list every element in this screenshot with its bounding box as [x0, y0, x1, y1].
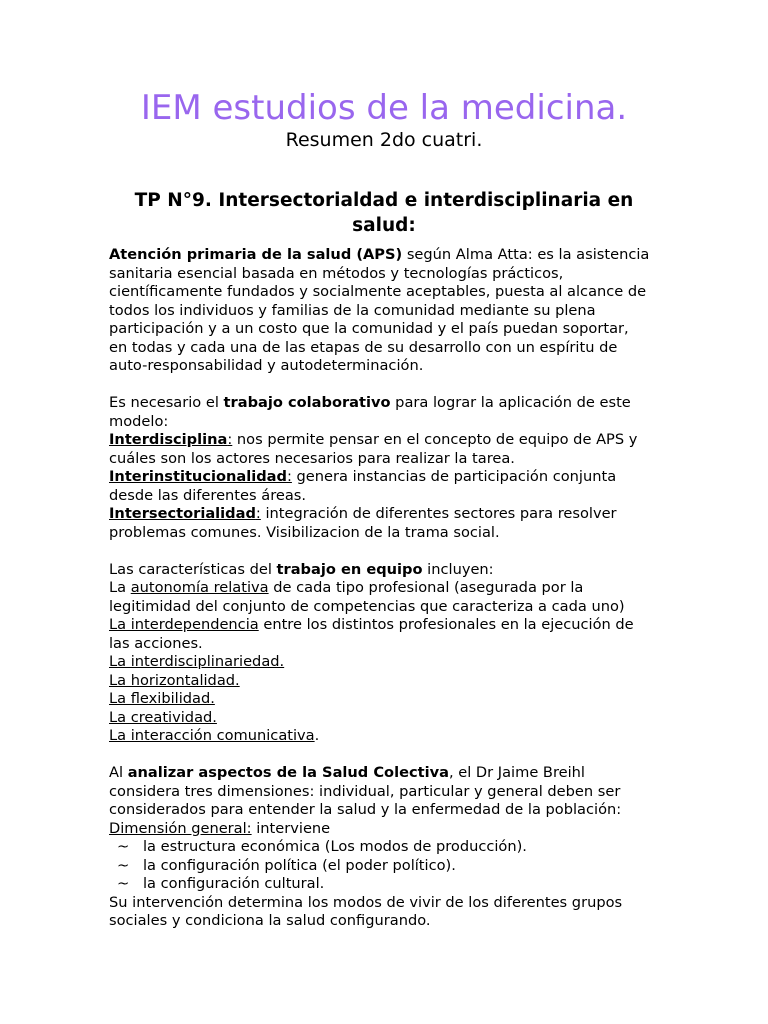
section-heading: TP N°9. Intersectorialdad e interdisciplinaria en salud: — [134, 190, 634, 236]
interdisciplina-line — [109, 431, 669, 450]
document-body — [109, 246, 669, 931]
bullet-text: la configuración política (el poder político). — [143, 856, 456, 874]
salud-post: , el Dr Jaime Breihl — [448, 764, 585, 781]
aps-line-1 — [109, 246, 669, 265]
interdep-line-2: las acciones. — [109, 634, 203, 652]
closing-line-2: sociales y condiciona la salud configurando. — [109, 912, 431, 929]
intersect-colon: : — [255, 505, 261, 522]
collab-post: para lograr la aplicación de este — [390, 394, 631, 411]
collab-bold: trabajo colaborativo — [223, 394, 391, 411]
dimension-term: Dimensión general: — [109, 819, 252, 837]
closing-line-1: Su intervención determina los modos de vivir de los diferentes grupos — [109, 893, 623, 911]
salud-line-1 — [109, 764, 669, 783]
dimension-line — [109, 820, 669, 839]
spacer — [109, 542, 669, 561]
salud-line-2: considera tres dimensiones: individual, particular y general deben ser — [109, 782, 621, 800]
dimension-post: interviene — [251, 819, 331, 837]
interaccion-post: . — [314, 727, 320, 744]
tilde-bullet-icon: ~ — [117, 875, 130, 892]
interdep-term: La interdependencia — [109, 616, 259, 633]
interinst-line — [109, 468, 669, 487]
team-pre: Las características del — [109, 560, 277, 578]
interinst-colon: : — [286, 468, 292, 485]
interdisciplina-line-2: cuáles son los actores necesarios para realizar la tarea. — [109, 449, 515, 467]
autonomia-post: de cada tipo profesional (asegurada por la — [268, 579, 584, 596]
aps-text: según Alma Atta: es la asistencia — [402, 246, 650, 263]
aps-line-2: sanitaria esencial basada en métodos y tecnologías prácticos, — [109, 264, 564, 282]
salud-bold: analizar aspectos de la Salud Colectiva — [127, 764, 449, 781]
intersect-line-2: problemas comunes. Visibilizacion de la trama social. — [109, 523, 500, 541]
intersect-line — [109, 505, 669, 524]
bullet-text: la configuración cultural. — [143, 875, 325, 892]
aps-term: Atención primaria de la salud (APS) — [109, 246, 403, 263]
collab-line-1 — [109, 394, 669, 413]
team-item-last — [109, 727, 669, 746]
aps-line-6: en todas y cada una de las etapas de su desarrollo con un espíritu de — [109, 338, 618, 356]
salud-line-3: considerados para entender la salud y la enfermedad de la población: — [109, 801, 622, 818]
tilde-bullet-icon: ~ — [117, 838, 130, 855]
aps-line-5: participación y a un costo que la comunidad y el país puedan soportar, — [109, 320, 629, 337]
spacer — [109, 746, 669, 765]
collab-line-2: modelo: — [109, 412, 169, 430]
collab-pre: Es necesario el — [109, 394, 224, 411]
interinst-term: Interinstitucionalidad — [109, 468, 287, 485]
team-item: La interdisciplinariedad. — [109, 653, 285, 670]
interinst-text: genera instancias de participación conjunta — [291, 468, 617, 485]
autonomia-pre: La — [109, 579, 131, 596]
team-post: incluyen: — [422, 560, 494, 578]
team-line-1 — [109, 561, 669, 580]
team-bold: trabajo en equipo — [276, 560, 423, 578]
tilde-bullet-icon: ~ — [117, 856, 130, 874]
bullet-item — [109, 838, 669, 857]
document-subtitle: Resumen 2do cuatri. — [285, 129, 483, 151]
aps-line-7: auto-responsabilidad y autodeterminación. — [109, 357, 424, 374]
interdisciplina-text: nos permite pensar en el concepto de equipo de APS y — [232, 431, 638, 448]
aps-line-4: todos los individuos y familias de la comunidad mediante su plena — [109, 301, 596, 319]
interinst-line-2: desde las diferentes áreas. — [109, 486, 307, 504]
bullet-item — [109, 857, 669, 876]
salud-pre: Al — [109, 764, 128, 781]
spacer — [109, 376, 669, 395]
autonomia-line-2: legitimidad del conjunto de competencias que caracteriza a cada uno) — [109, 597, 625, 615]
aps-line-3: científicamente fundados y socialmente aceptables, puesta al alcance de — [109, 283, 647, 300]
interdisciplina-term: Interdisciplina — [109, 431, 228, 448]
interdisciplina-colon: : — [227, 431, 233, 448]
interdep-post: entre los distintos profesionales en la ejecución de — [258, 616, 634, 633]
interdep-line — [109, 616, 669, 635]
bullet-item — [109, 875, 669, 894]
intersect-text: integración de diferentes sectores para resolver — [260, 505, 617, 522]
team-item: La horizontalidad. — [109, 671, 240, 689]
bullet-text: la estructura económica (Los modos de producción). — [143, 838, 527, 855]
intersect-term: Intersectorialidad — [109, 505, 256, 522]
document-title: IEM estudios de la medicina. — [140, 88, 628, 128]
autonomia-term: autonomía relativa — [130, 579, 269, 596]
team-item: La creatividad. — [109, 708, 217, 726]
autonomia-line — [109, 579, 669, 598]
interaccion-term: La interacción comunicativa — [109, 727, 315, 744]
team-item: La flexibilidad. — [109, 690, 215, 707]
